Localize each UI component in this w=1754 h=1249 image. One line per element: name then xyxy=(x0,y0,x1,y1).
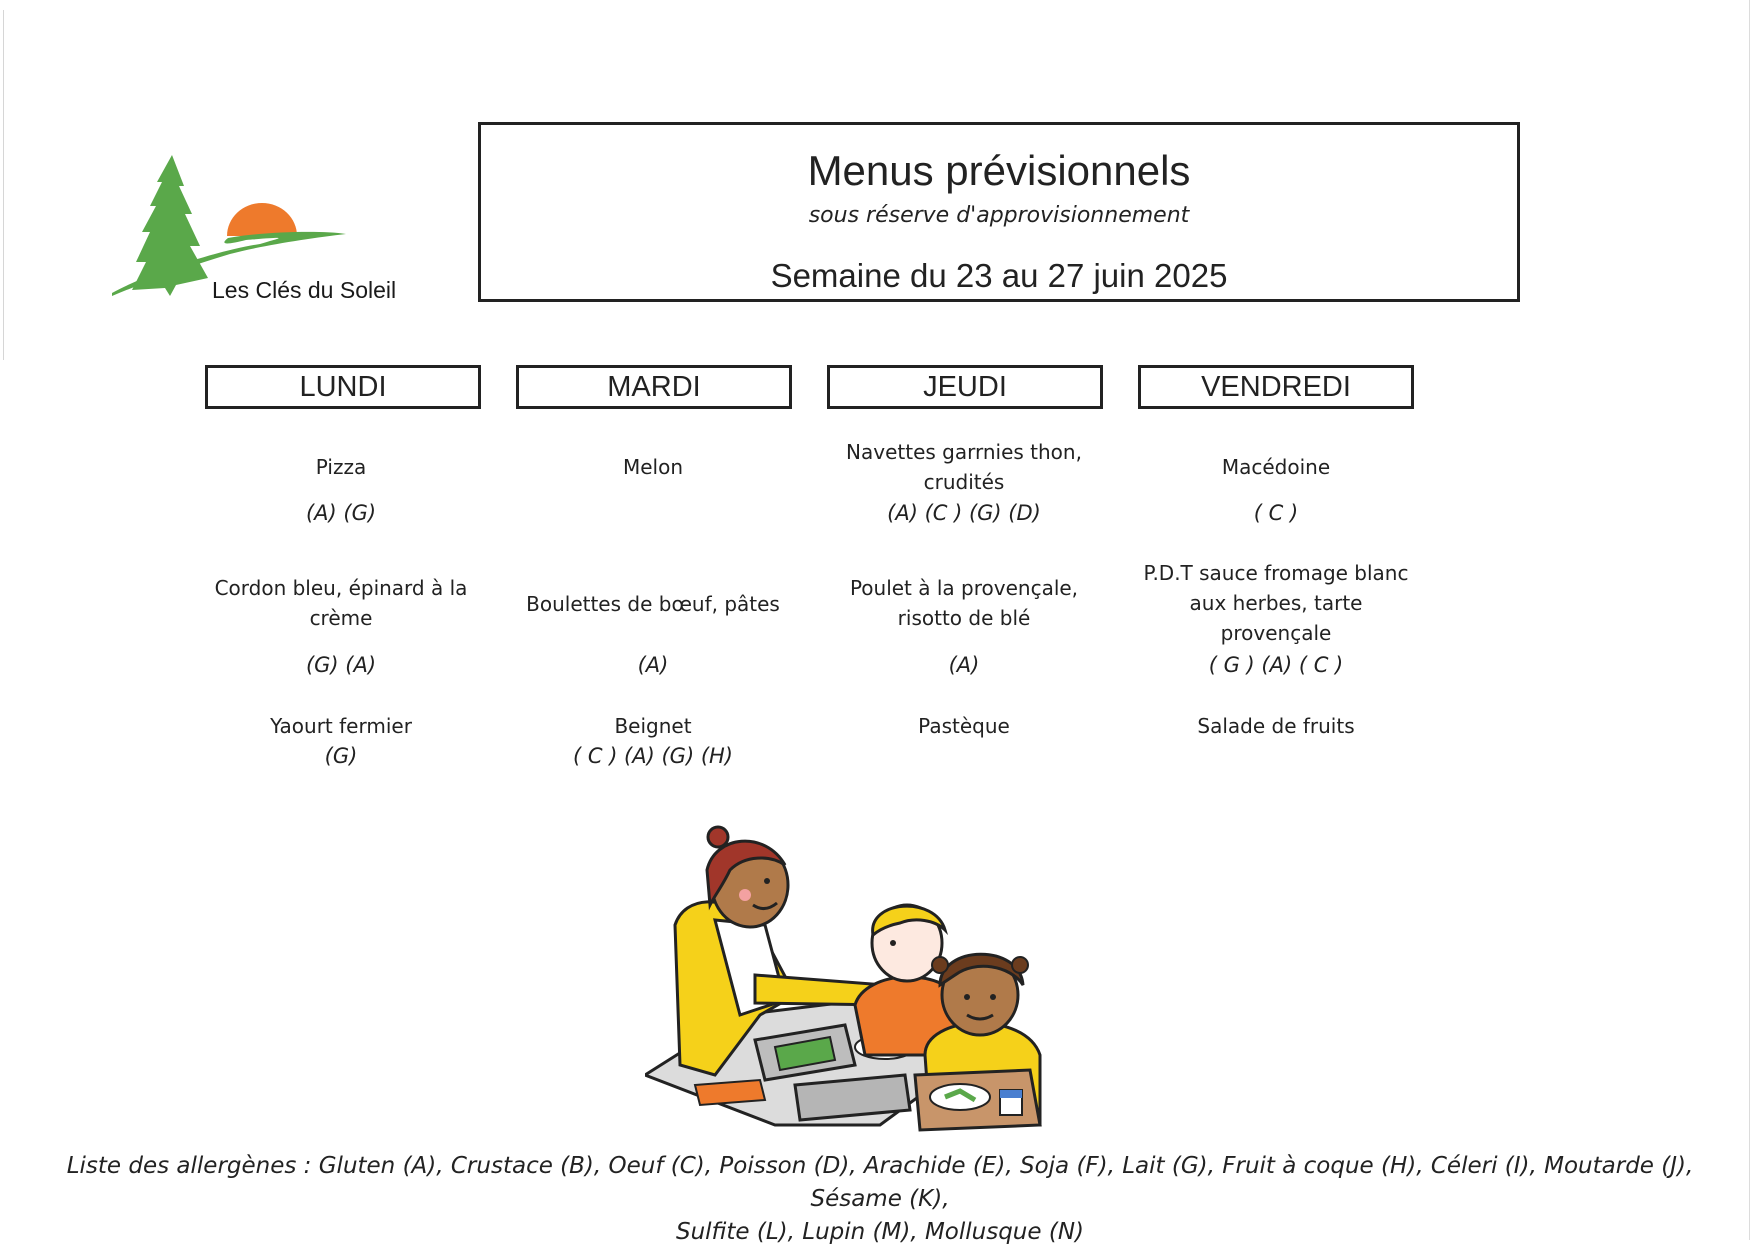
starter-dish: Macédoine xyxy=(1221,455,1331,479)
canteen-serving-children-illustration-icon xyxy=(645,825,1105,1145)
main-allergens: (A) xyxy=(948,653,980,677)
dessert-allergens: ( C ) (A) (G) (H) xyxy=(572,744,733,768)
main-dish xyxy=(508,589,798,619)
starter-dish-line: Navettes garrnies thon, xyxy=(846,440,1082,464)
main-dish-line: P.D.T sauce fromage blanc xyxy=(1143,561,1409,585)
main-allergens: ( G ) (A) ( C ) xyxy=(1208,653,1344,677)
main-dish-line: Boulettes de bœuf, pâtes xyxy=(526,592,780,616)
allergen-legend-line: Sulfite (L), Lupin (M), Mollusque (N) xyxy=(675,1219,1084,1245)
main-dish-line: Poulet à la provençale, xyxy=(849,576,1079,600)
main-dish-line: crème xyxy=(309,606,373,630)
page-title: Menus prévisionnels xyxy=(807,147,1191,194)
main-dish xyxy=(1131,558,1421,648)
starter-allergens: (A) (C ) (G) (D) xyxy=(887,501,1041,525)
main-dish-line: provençale xyxy=(1220,621,1332,645)
starter-dish: Melon xyxy=(622,455,684,479)
main-dish xyxy=(819,573,1109,633)
dessert-allergens: (G) xyxy=(324,744,358,768)
day-header-jeudi: JEUDI xyxy=(827,365,1103,409)
starter-allergens: (A) (G) xyxy=(305,501,377,525)
starter-dish xyxy=(819,437,1109,497)
allergen-legend xyxy=(60,1150,1700,1249)
main-dish-line: risotto de blé xyxy=(897,606,1031,630)
logo xyxy=(110,150,410,310)
day-header-mardi: MARDI xyxy=(516,365,792,409)
dessert-dish: Beignet xyxy=(614,714,692,738)
main-allergens: (G) (A) xyxy=(305,653,377,677)
main-dish xyxy=(196,573,486,633)
main-dish-line: aux herbes, tarte xyxy=(1189,591,1363,615)
canteen-illustration xyxy=(645,825,1105,1145)
week-label: Semaine du 23 au 27 juin 2025 xyxy=(770,257,1228,294)
day-header-vendredi: VENDREDI xyxy=(1138,365,1414,409)
title-box xyxy=(478,122,1520,302)
allergen-legend-line: Liste des allergènes : Gluten (A), Crustace (B), Oeuf (C), Poisson (D), Arachide (E), Soja (F), Lait (G), Fruit à coque (H), Céleri (I), Moutarde (J), Sésame (K), xyxy=(66,1153,1694,1212)
dessert-dish: Pastèque xyxy=(918,714,1010,738)
starter-dish: Pizza xyxy=(315,455,367,479)
page-subtitle: sous réserve d'approvisionnement xyxy=(808,203,1190,228)
starter-allergens: ( C ) xyxy=(1253,501,1299,525)
dessert-dish: Salade de fruits xyxy=(1197,714,1355,738)
scan-edge-right xyxy=(1749,0,1750,1240)
day-header-lundi: LUNDI xyxy=(205,365,481,409)
dessert-dish: Yaourt fermier xyxy=(270,714,412,738)
main-dish-line: Cordon bleu, épinard à la xyxy=(214,576,468,600)
starter-dish-line: crudités xyxy=(923,470,1005,494)
logo-text: Les Clés du Soleil xyxy=(212,277,397,303)
main-allergens: (A) xyxy=(637,653,669,677)
scan-edge-left xyxy=(3,10,4,360)
